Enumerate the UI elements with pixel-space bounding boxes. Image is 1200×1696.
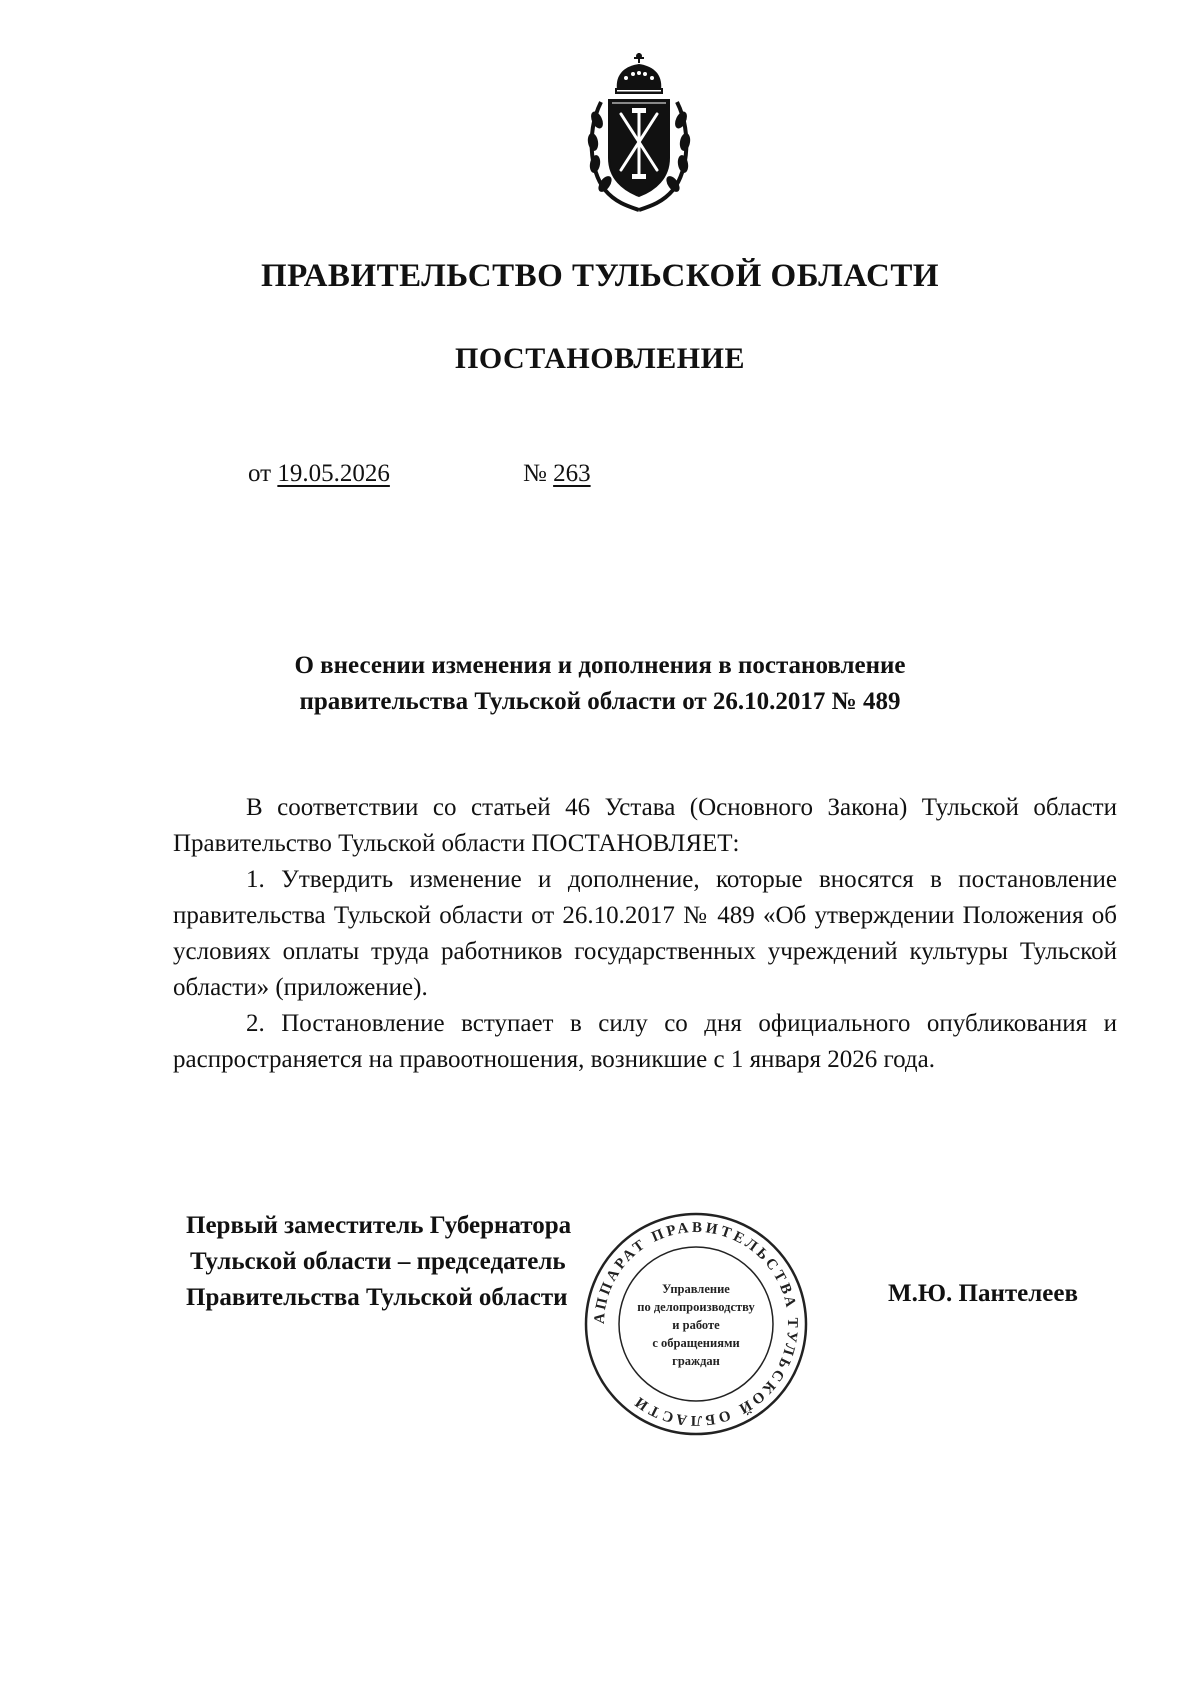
body-paragraph: В соответствии со статьей 46 Устава (Основного Закона) Тульской области Правительство Тульской области ПОСТАНОВЛЯЕТ:: [173, 794, 1117, 857]
official-stamp: [583, 1211, 809, 1437]
number-value: 263: [553, 460, 591, 487]
organization-title: ПРАВИТЕЛЬСТВО ТУЛЬСКОЙ ОБЛАСТИ: [261, 258, 939, 294]
position-line: Первый заместитель Губернатора: [186, 1212, 572, 1239]
document-type: ПОСТАНОВЛЕНИЕ: [455, 342, 745, 375]
date-value: 19.05.2026: [277, 460, 390, 487]
document-subject: [0, 648, 1200, 720]
signatory-position: [186, 1208, 571, 1316]
subject-line: правительства Тульской области от 26.10.2017 № 489: [299, 688, 901, 715]
body-paragraph: 2. Постановление вступает в силу со дня официального опубликования и распространяется на правоотношения, возникшие с 1 января 2026 года.: [173, 1010, 1117, 1073]
coat-of-arms-icon: [581, 50, 697, 216]
stamp-center-line: граждан: [672, 1354, 720, 1368]
stamp-ring-text: АППАРАТ ПРАВИТЕЛЬСТВА ТУЛЬСКОЙ ОБЛАСТИ: [591, 1219, 801, 1429]
stamp-center-line: с обращениями: [652, 1336, 740, 1350]
number-prefix: №: [523, 460, 547, 487]
signatory-name: М.Ю. Пантелеев: [888, 1280, 1078, 1307]
stamp-center-line: и работе: [672, 1318, 720, 1332]
stamp-center-line: по делопроизводству: [637, 1300, 755, 1314]
body-paragraph: 1. Утвердить изменение и дополнение, которые вносятся в постановление правительства Тульской области от 26.10.2017 № 489 «Об утверждении Положения об условиях оплаты труда работников государственных учреждений культуры Тульской области» (приложение).: [173, 866, 1117, 1001]
subject-line: О внесении изменения и дополнения в постановление: [294, 652, 906, 679]
date-prefix: от: [248, 460, 272, 487]
document-body: [173, 790, 1117, 1078]
document-date: [248, 460, 390, 488]
stamp-center-line: Управление: [662, 1282, 730, 1296]
document-number: [523, 460, 591, 488]
position-line: Правительства Тульской области: [186, 1284, 568, 1311]
position-line: Тульской области – председатель: [190, 1248, 566, 1275]
